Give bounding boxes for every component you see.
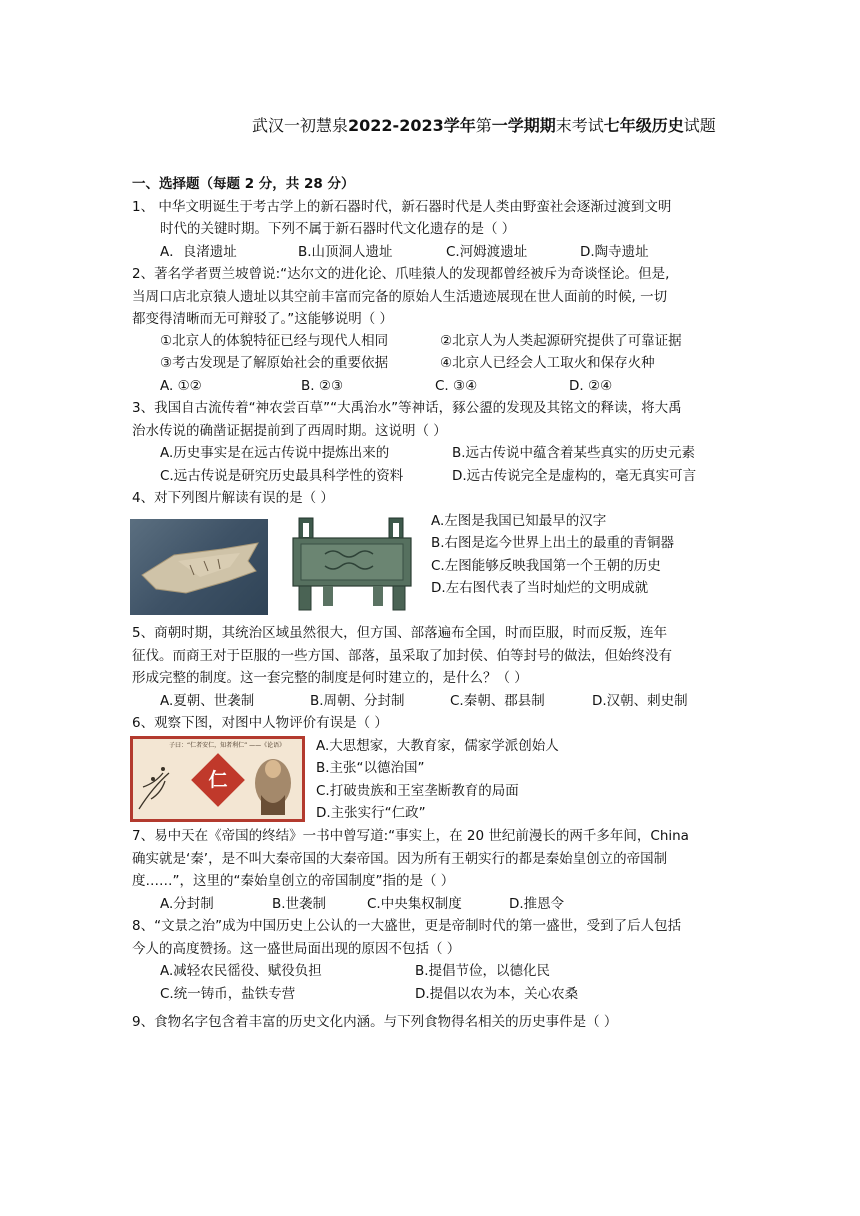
oracle-bone-image [130,519,268,615]
q7-line1: 7、易中天在《帝国的终结》一书中曾写道:“事实上，在 20 世纪前漫长的两千多年间，China [132,828,689,844]
q2-line1: 2、著名学者贾兰坡曾说:“达尔文的进化论、爪哇猿人的发现都曾经被斥为奇谈怪论。但是, [132,266,670,282]
q5-line2: 征伐。而商王对于臣服的一些方国、部落，虽采取了加封侯、伯等封号的做法，但始终没有 [132,648,672,664]
q7-option-a: A.分封制 [160,896,214,912]
q8-option-b: B.提倡节俭，以德化民 [415,963,551,979]
q2-options [160,376,720,396]
title-exam: 末考试 [555,116,604,135]
q1-options [160,242,720,262]
q5-option-c: C.秦朝、郡县制 [450,693,545,709]
q2-statement-2: ②北京人为人类起源研究提供了可靠证据 [440,333,682,349]
q5-line1: 5、商朝时期，其统治区域虽然很大，但方国、部落遍布全国，时而臣服，时而反叛，连年 [132,625,668,641]
q2-statement-4: ④北京人已经会人工取火和保存火种 [440,355,655,371]
q8-option-d: D.提倡以农为本，关心农桑 [415,986,579,1002]
q3-line1: 3、我国自古流传着“神农尝百草”“大禹治水”等神话，豩公盨的发现及其铭文的释读，将大禹 [132,400,682,416]
q7-options [160,894,720,914]
q6-line1: 6、观察下图，对图中人物评价有误是（ ） [132,715,388,731]
title-suffix: 试题 [683,116,716,135]
q5-option-b: B.周朝、分封制 [310,693,405,709]
q2-statements-row1 [160,331,720,351]
q8-options-row2 [160,984,720,1004]
confucius-image [130,736,305,822]
q4-option-a: A.左图是我国已知最早的汉字 [431,513,607,529]
q3-option-b: B.远古传说中蕴含着某些真实的历史元素 [452,445,696,461]
q8-option-a: A.减轻农民徭役、赋役负担 [160,963,322,979]
q7-option-b: B.世袭制 [272,896,327,912]
q3-options-row1 [160,443,730,463]
q1-option-d: D.陶寺遗址 [580,244,649,260]
q2-statement-3: ③考古发现是了解原始社会的重要依据 [160,355,389,371]
q2-option-d: D. ②④ [569,378,613,394]
q1-option-c: C.河姆渡遗址 [446,244,528,260]
title-prefix: 武汉一初慧泉 [252,116,349,135]
q6-option-d: D.主张实行“仁政” [316,805,426,821]
q8-line2: 今人的高度赞扬。这一盛世局面出现的原因不包括（ ） [132,941,461,957]
q5-options [160,691,720,711]
q2-option-b: B. ②③ [301,378,344,394]
q2-statement-1: ①北京人的体貌特征已经与现代人相同 [160,333,389,349]
q2-line3: 都变得清晰而无可辩驳了。”这能够说明（ ） [132,311,394,327]
q9-line1: 9、食物名字包含着丰富的历史文化内涵。与下列食物得名相关的历史事件是（ ） [132,1014,618,1030]
section-header: 一、选择题（每题 2 分，共 28 分） [132,176,355,192]
q3-option-d: D.远古传说完全是虚构的，毫无真实可言 [452,468,697,484]
exam-title [252,116,716,136]
q1-line2: 时代的关键时期。下列不属于新石器时代文化遗存的是（ ） [160,221,516,237]
q3-option-c: C.远古传说是研究历史最具科学性的资料 [160,468,404,484]
title-year: 2022-2023学年 [348,116,476,135]
q8-option-c: C.统一铸币，盐铁专营 [160,986,296,1002]
title-mid: 第 [475,116,492,135]
q6-option-c: C.打破贵族和王室垄断教育的局面 [316,783,519,799]
q2-line2: 当周口店北京猿人遗址以其空前丰富而完备的原始人生活遗迹展现在世人面前的时候, 一切 [132,289,668,305]
q7-line3: 度……”，这里的“秦始皇创立的帝国制度”指的是（ ） [132,873,455,889]
q7-option-d: D.推恩令 [509,896,565,912]
q6-option-a: A.大思想家，大教育家，儒家学派创始人 [316,738,559,754]
q7-option-c: C.中央集权制度 [367,896,462,912]
bronze-ding-image [285,514,420,612]
q4-option-d: D.左右图代表了当时灿烂的文明成就 [431,580,649,596]
q5-line3: 形成完整的制度。这一套完整的制度是何时建立的，是什么？（ ） [132,670,528,686]
title-term: 一学期期 [491,116,556,135]
confucius-quote: 子曰：“仁者安仁，知者利仁” ——《论语》 [169,742,286,749]
q4-line1: 4、对下列图片解读有误的是（ ） [132,490,334,506]
q7-line2: 确实就是‘秦’，是不叫大秦帝国的大秦帝国。因为所有王朝实行的都是秦始皇创立的帝国制 [132,851,668,867]
q1-option-a: A．良渚遗址 [160,244,237,260]
q4-option-b: B.右图是迄今世界上出土的最重的青铜器 [431,535,675,551]
q3-line2: 治水传说的确凿证据提前到了西周时期。这说明（ ） [132,423,447,439]
title-subject: 七年级历史 [603,116,684,135]
q8-options-row1 [160,961,720,981]
q5-option-d: D.汉朝、刺史制 [592,693,688,709]
q6-option-b: B.主张“以德治国” [316,760,425,776]
confucius-character: 仁 [208,769,228,791]
q2-option-c: C. ③④ [435,378,478,394]
q3-options-row2 [160,466,730,486]
q8-line1: 8、“文景之治”成为中国历史上公认的一大盛世，更是帝制时代的第一盛世，受到了后人包括 [132,918,682,934]
q2-statements-row2 [160,353,720,373]
q1-line1: 1、 中华文明诞生于考古学上的新石器时代，新石器时代是人类由野蛮社会逐渐过渡到文明 [132,199,672,215]
q1-option-b: B.山顶洞人遗址 [298,244,393,260]
q5-option-a: A.夏朝、世袭制 [160,693,255,709]
q3-option-a: A.历史事实是在远古传说中提炼出来的 [160,445,390,461]
q2-option-a: A. ①② [160,378,202,394]
q4-option-c: C.左图能够反映我国第一个王朝的历史 [431,558,661,574]
